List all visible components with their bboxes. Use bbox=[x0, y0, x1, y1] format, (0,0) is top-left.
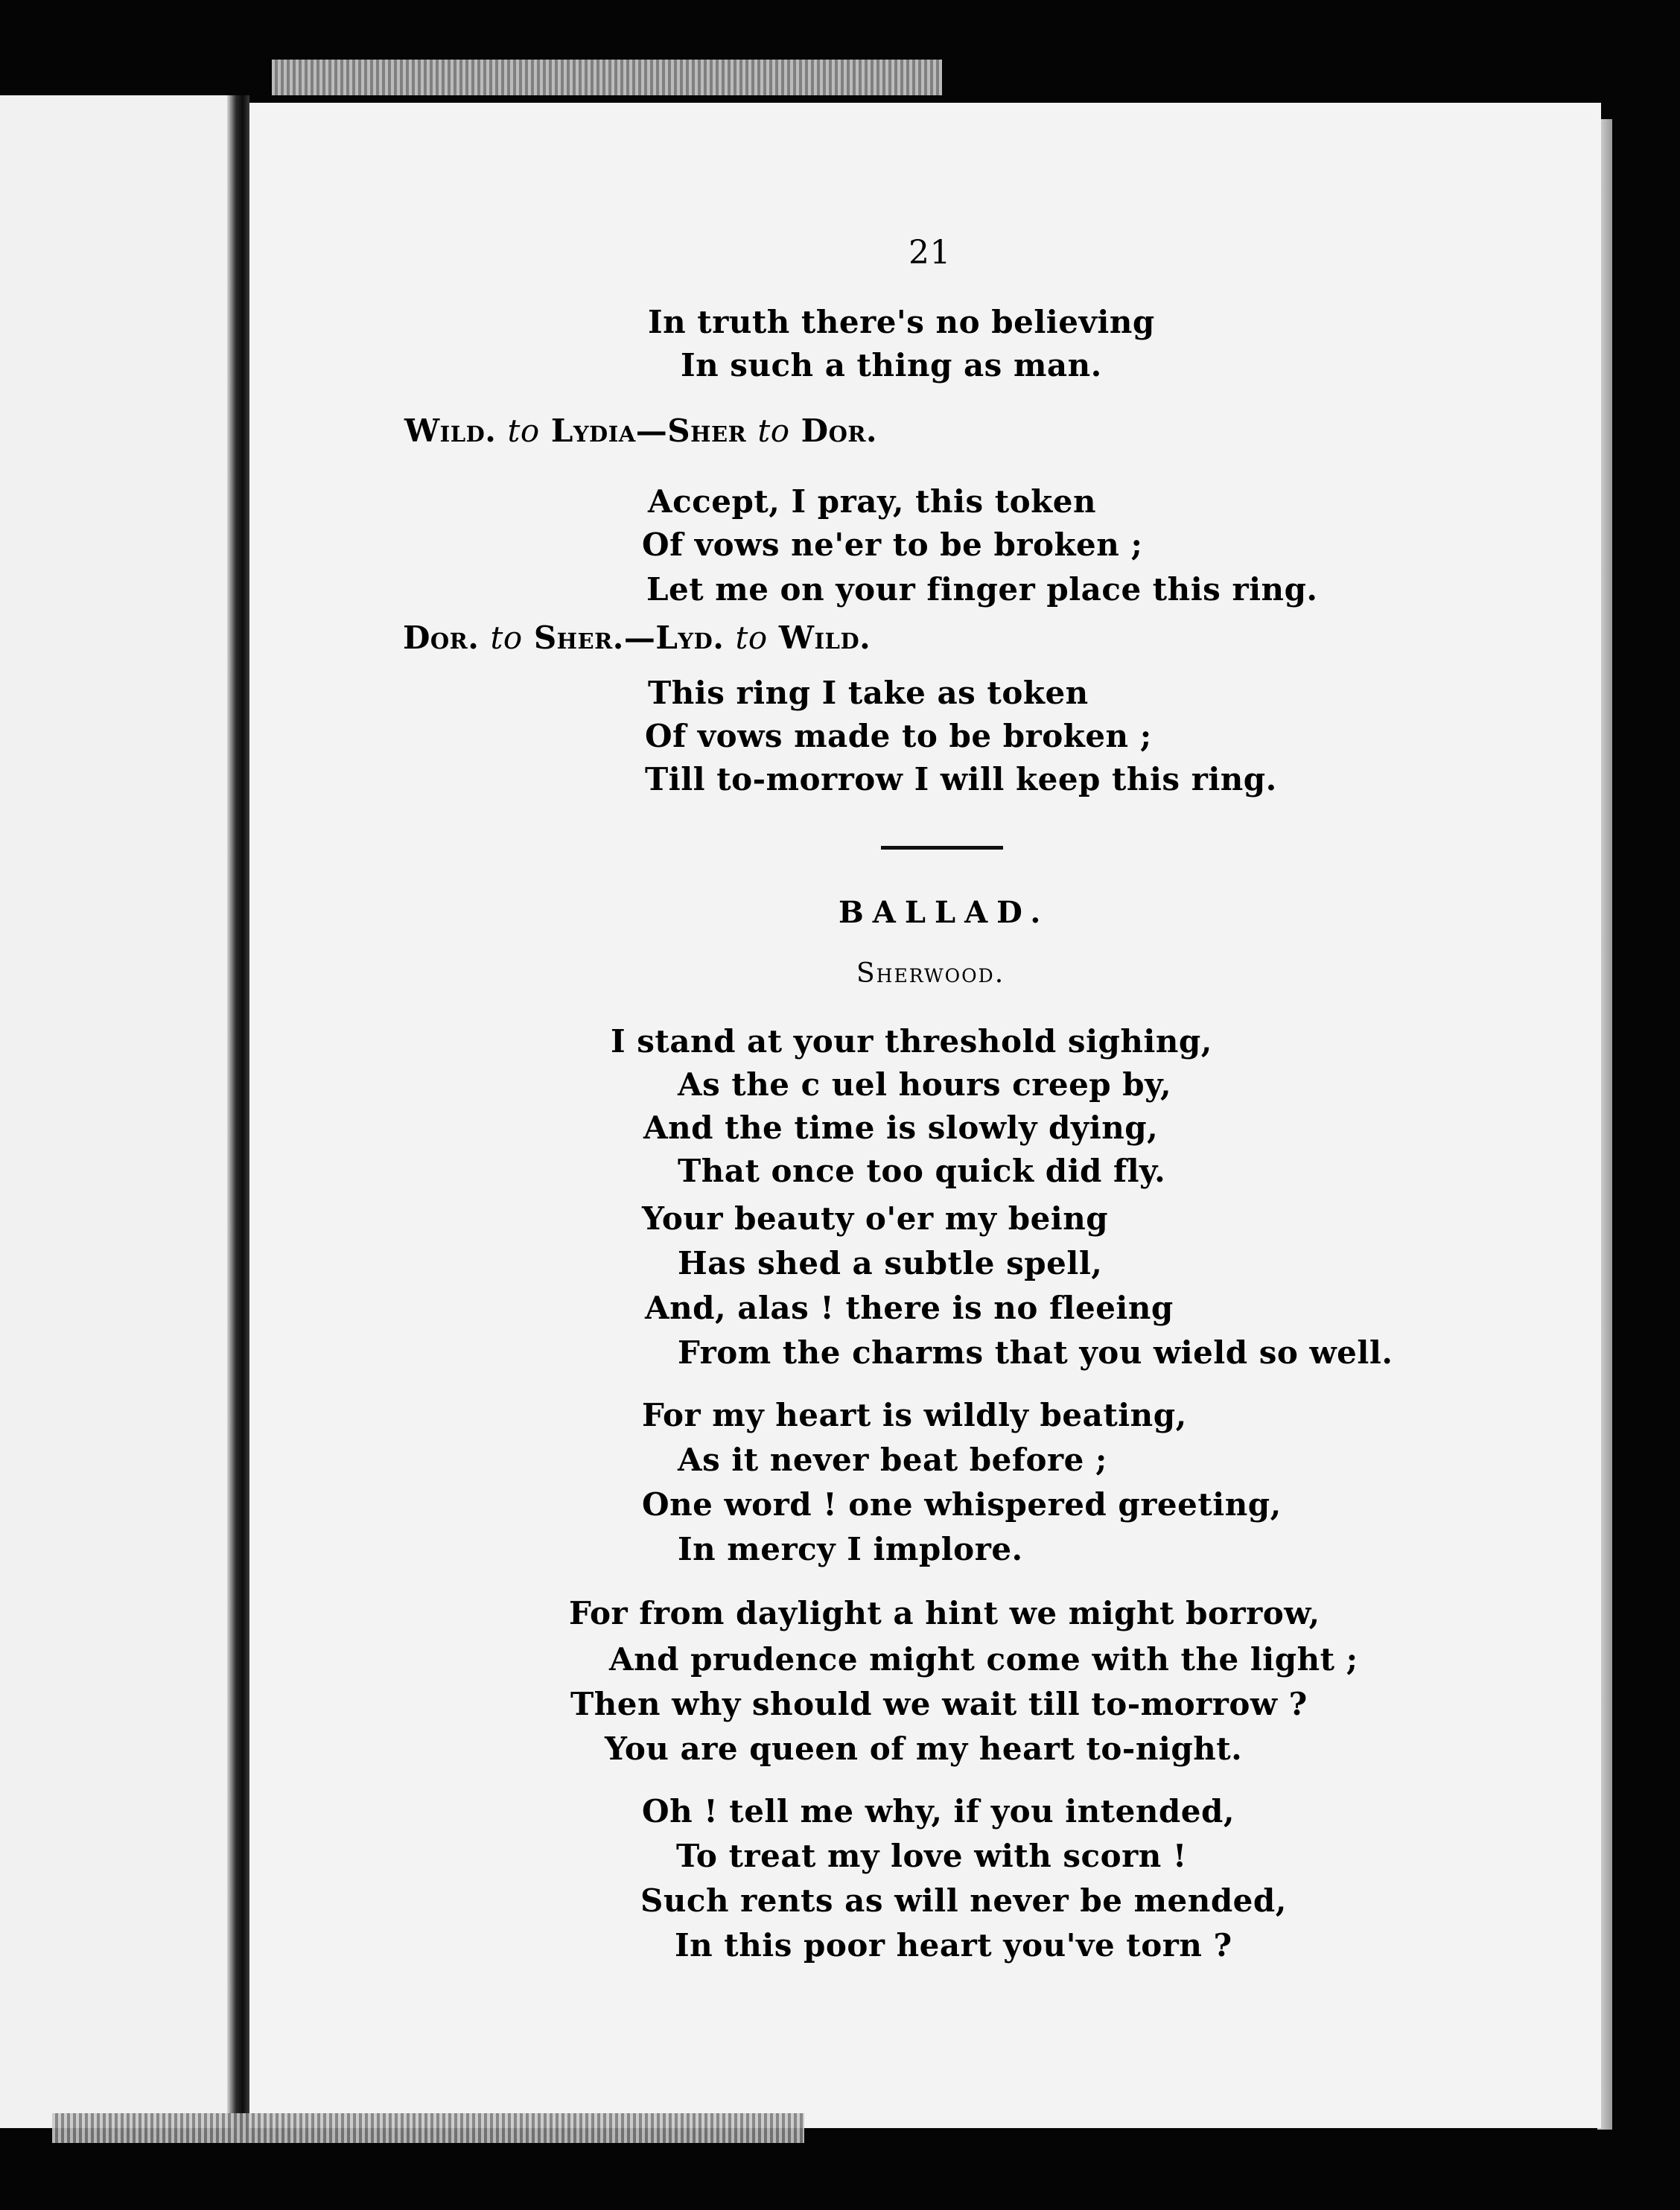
character-name: Lydia bbox=[550, 413, 636, 449]
direction-word: to bbox=[757, 413, 790, 449]
verse-line: Of vows ne'er to be broken ; bbox=[642, 526, 1143, 563]
character-name: Lyd. bbox=[655, 620, 725, 656]
verse-line: Then why should we wait till to-morrow ? bbox=[570, 1686, 1308, 1722]
verse-line: In truth there's no believing bbox=[648, 304, 1155, 340]
verse-line: For my heart is wildly beating, bbox=[642, 1397, 1187, 1433]
character-name: Sher. bbox=[533, 620, 624, 656]
character-name: Dor. bbox=[403, 620, 480, 656]
section-divider bbox=[881, 846, 1003, 850]
verse-line: That once too quick did fly. bbox=[678, 1153, 1166, 1189]
verse-line: In such a thing as man. bbox=[681, 347, 1102, 383]
verse-line: For from daylight a hint we might borrow, bbox=[569, 1595, 1320, 1631]
character-name: Wild. bbox=[778, 620, 871, 656]
verse-line: One word ! one whispered greeting, bbox=[642, 1486, 1282, 1523]
ballad-title: BALLAD. bbox=[839, 895, 1050, 930]
verse-line: Accept, I pray, this token bbox=[648, 483, 1097, 520]
stage-direction bbox=[403, 622, 871, 654]
page-number: 21 bbox=[909, 234, 951, 272]
verse-line: Your beauty o'er my being bbox=[642, 1200, 1109, 1237]
binding-tape-top bbox=[272, 60, 942, 95]
verse-line: You are queen of my heart to-night. bbox=[605, 1730, 1243, 1767]
verse-line: In mercy I implore. bbox=[678, 1531, 1023, 1567]
direction-word: to bbox=[490, 620, 523, 656]
verse-line: As the c uel hours creep by, bbox=[678, 1066, 1172, 1103]
verse-line: Oh ! tell me why, if you intended, bbox=[642, 1793, 1235, 1830]
direction-word: to bbox=[507, 413, 540, 449]
verse-line: Such rents as will never be mended, bbox=[640, 1882, 1287, 1919]
book-gutter bbox=[227, 95, 249, 2128]
facing-page bbox=[0, 95, 237, 2128]
character-name: Sher bbox=[667, 413, 747, 449]
ballad-singer: Sherwood. bbox=[856, 958, 1005, 989]
binding-tape-bottom bbox=[52, 2113, 804, 2143]
verse-line: And prudence might come with the light ; bbox=[609, 1641, 1358, 1678]
verse-line: As it never beat before ; bbox=[678, 1442, 1107, 1478]
direction-dash: — bbox=[623, 620, 656, 656]
character-name: Dor. bbox=[801, 413, 878, 449]
verse-line: I stand at your threshold sighing, bbox=[611, 1023, 1212, 1060]
verse-line: From the charms that you wield so well. bbox=[678, 1334, 1393, 1371]
direction-dash: — bbox=[635, 413, 668, 449]
verse-line: Has shed a subtle spell, bbox=[678, 1245, 1103, 1281]
character-name: Wild. bbox=[404, 413, 497, 449]
verse-line: In this poor heart you've torn ? bbox=[675, 1927, 1232, 1964]
verse-line: Of vows made to be broken ; bbox=[645, 718, 1152, 754]
verse-line: And the time is slowly dying, bbox=[643, 1109, 1159, 1146]
verse-line: To treat my love with scorn ! bbox=[676, 1838, 1187, 1874]
verse-line: And, alas ! there is no fleeing bbox=[645, 1290, 1174, 1326]
verse-line: Till to-morrow I will keep this ring. bbox=[645, 761, 1277, 797]
verse-line: Let me on your finger place this ring. bbox=[646, 571, 1318, 608]
verse-line: This ring I take as token bbox=[648, 675, 1089, 711]
stage-direction bbox=[404, 415, 877, 447]
direction-word: to bbox=[735, 620, 768, 656]
